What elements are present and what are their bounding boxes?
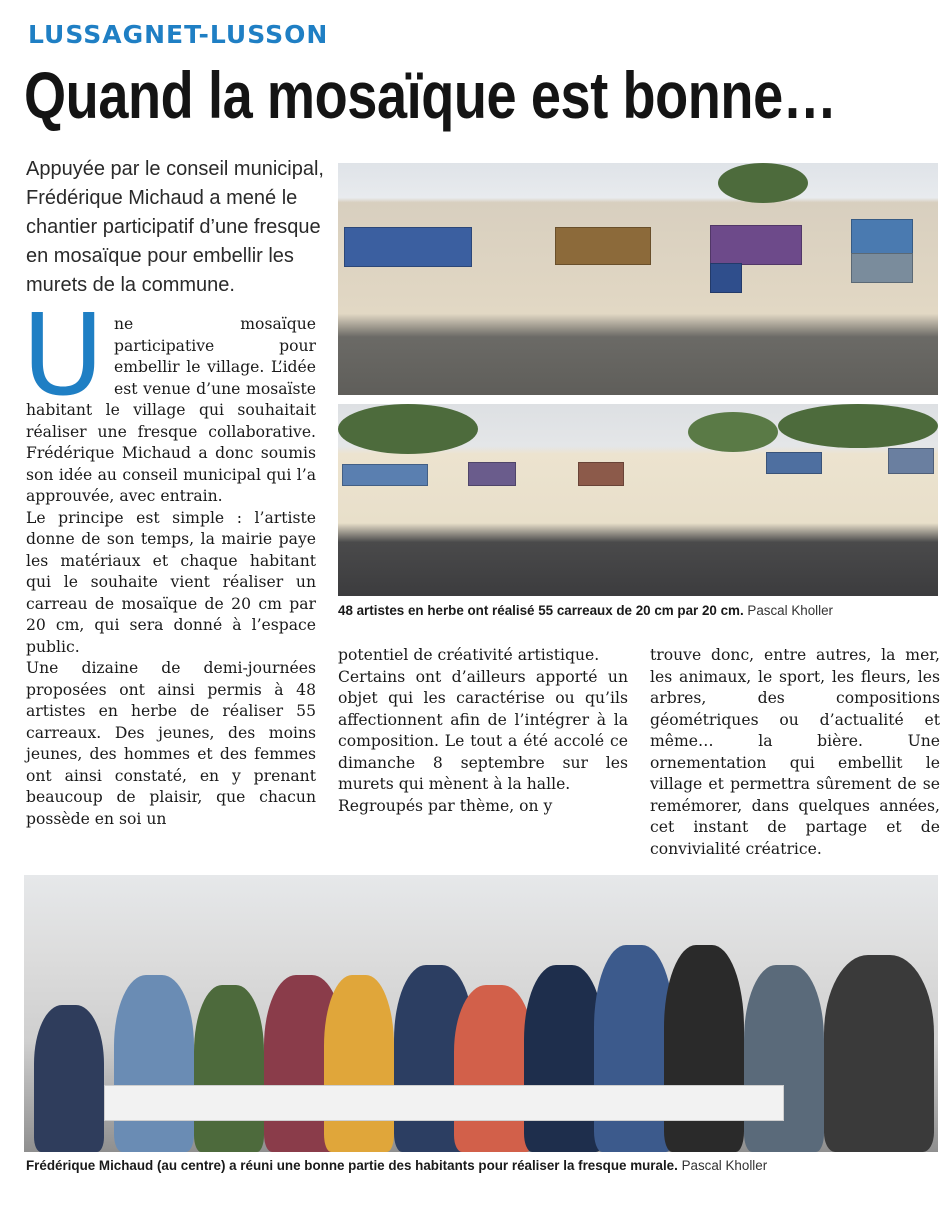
paragraph: ne mosaïque participative pour embellir le village. L’idée est venue d’une mosaïste habitant le village qui souhaitait réaliser une fresque collaborative. Frédérique Michaud a donc soumis son idée au conseil municipal qui l’a approuvée, avec entrain. xyxy=(26,315,316,505)
photo-credit: Pascal Kholler xyxy=(747,603,834,618)
photo-caption-walls xyxy=(338,603,833,619)
paragraph: trouve donc, entre autres, la mer, les animaux, le sport, les fleurs, les arbres, des compositions géométriques ou d’actualité et même… la bière. Une ornementation qui embellit le village et permettra sûrement de se remémorer, dans quelques années, cet instant de partage et de convivialité créatrice. xyxy=(650,646,940,858)
photo-credit: Pascal Kholler xyxy=(681,1158,768,1173)
caption-text: Frédérique Michaud (au centre) a réuni une bonne partie des habitants pour réaliser la fresque murale. xyxy=(26,1158,678,1173)
paragraph: Certains ont d’ailleurs apporté un objet qui les caractérise ou qu’ils affectionnent afin de l’intégrer à la composition. Le tout a été accolé ce dimanche 8 septembre sur les murets qui mènent à la halle. xyxy=(338,667,628,793)
mosaic-wall-photo-top xyxy=(338,163,938,395)
caption-text: 48 artistes en herbe ont réalisé 55 carreaux de 20 cm par 20 cm. xyxy=(338,603,744,618)
article-column-1 xyxy=(22,291,316,830)
paragraph: Une dizaine de demi-journées proposées ont ainsi permis à 48 artistes en herbe de réaliser 55 carreaux. Des jeunes, des moins jeunes, des hommes et des femmes ont ainsi constaté, en y prenant beaucoup de plaisir, que chacun possède en soi un xyxy=(26,659,316,828)
article-headline: Quand la mosaïque est bonne… xyxy=(24,58,837,132)
photo-caption-group xyxy=(26,1158,767,1174)
group-photo xyxy=(24,875,938,1152)
paragraph: Regroupés par thème, on y xyxy=(338,796,553,815)
article-column-2 xyxy=(338,645,628,817)
paragraph: Le principe est simple : l’artiste donne de son temps, la mairie paye les matériaux et chaque habitant qui le souhaite vient réaliser un carreau de mosaïque de 20 cm par 20 cm, qui sera donné à l’espace public. xyxy=(26,508,316,656)
drop-cap: U xyxy=(22,291,104,421)
article-lead: Appuyée par le conseil municipal, Frédérique Michaud a mené le chantier participatif d’une fresque en mosaïque pour embellir les murets de la commune. xyxy=(26,158,324,296)
article-column-3 xyxy=(650,645,940,860)
mosaic-wall-photo-bottom xyxy=(338,404,938,596)
section-kicker: LUSSAGNET-LUSSON xyxy=(28,20,329,49)
paragraph: potentiel de créativité artistique. xyxy=(338,646,600,664)
